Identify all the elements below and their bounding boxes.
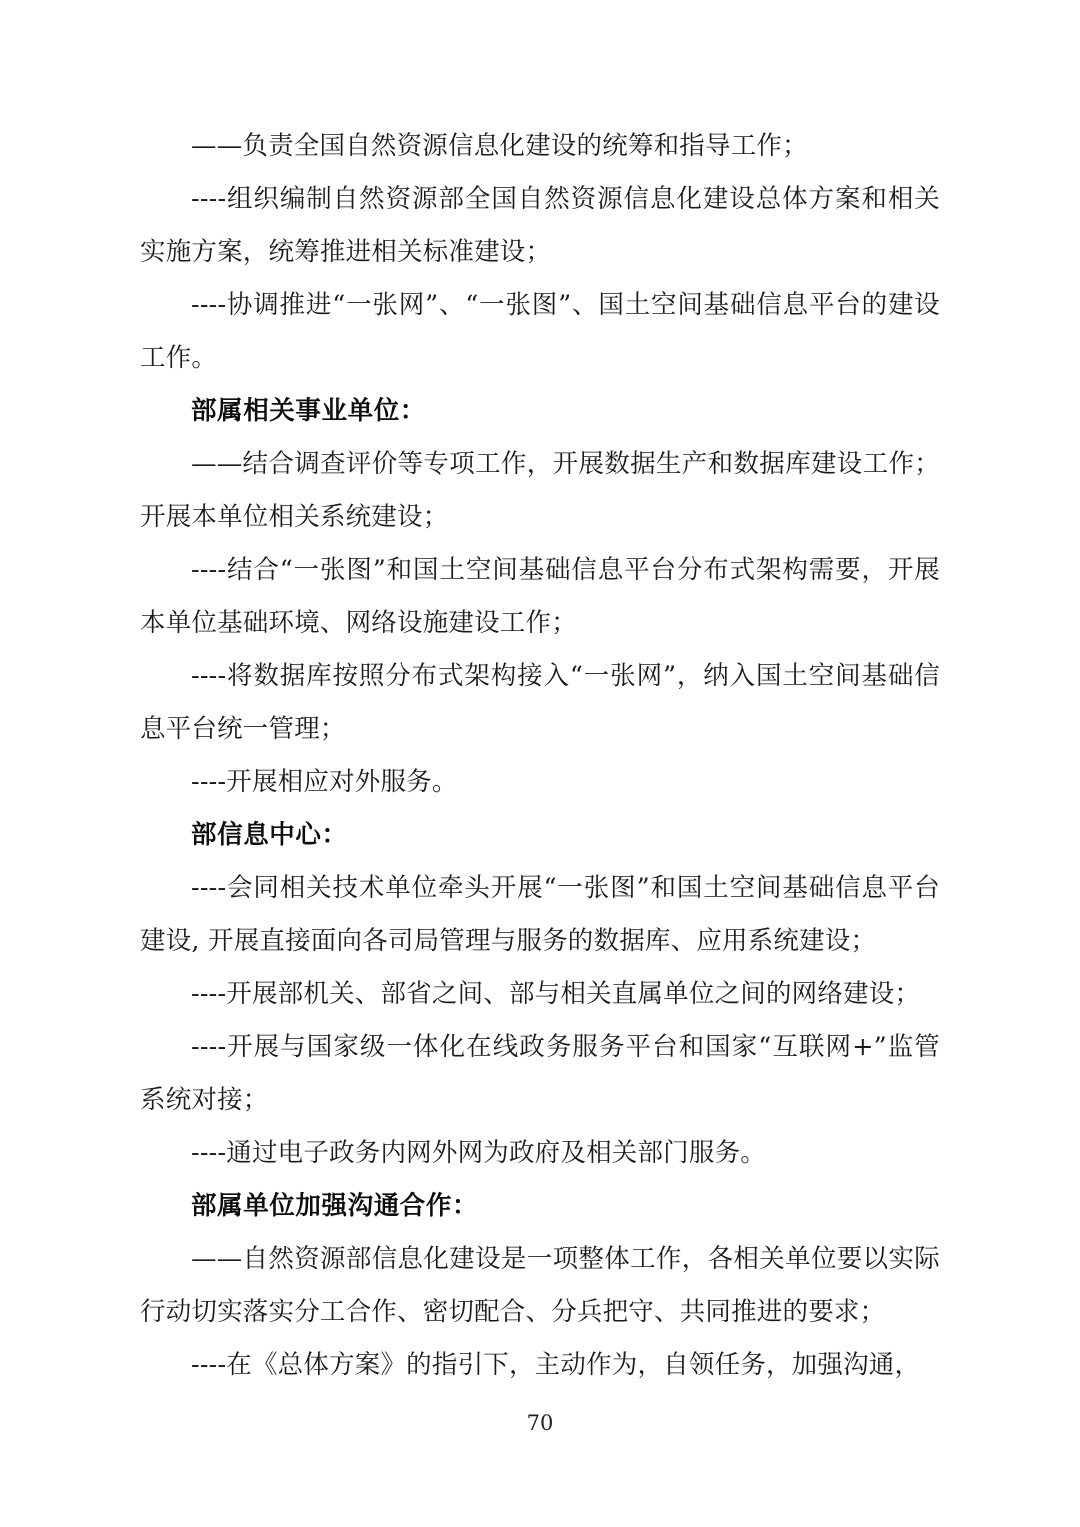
paragraph: ----开展部机关、部省之间、部与相关直属单位之间的网络建设； bbox=[191, 979, 921, 1009]
paragraph: ----协调推进“一张网”、“一张图”、国土空间基础信息平台的建设工作。 bbox=[140, 290, 940, 373]
paragraph: ----会同相关技术单位牵头开展“一张图”和国土空间基础信息平台建设, 开展直接面向各司局管理与服务的数据库、应用系统建设； bbox=[140, 873, 940, 956]
paragraph: ----开展与国家级一体化在线政务服务平台和国家“互联网+”监管系统对接； bbox=[140, 1032, 940, 1115]
paragraph: ----通过电子政务内网外网为政府及相关部门服务。 bbox=[191, 1138, 766, 1168]
paragraph: ——负责全国自然资源信息化建设的统筹和指导工作； bbox=[191, 131, 808, 161]
document-body bbox=[140, 120, 940, 1392]
page-number: 70 bbox=[526, 1411, 554, 1435]
section-heading: 部属单位加强沟通合作： bbox=[191, 1191, 479, 1221]
paragraph: ----开展相应对外服务。 bbox=[191, 767, 458, 797]
section-heading: 部属相关事业单位： bbox=[191, 396, 426, 426]
paragraph: ----组织编制自然资源部全国自然资源信息化建设总体方案和相关实施方案，统筹推进相关标准建设； bbox=[140, 184, 940, 267]
paragraph: ----结合“一张图”和国土空间基础信息平台分布式架构需要，开展本单位基础环境、网络设施建设工作； bbox=[140, 555, 940, 638]
paragraph: ——结合调查评价等专项工作，开展数据生产和数据库建设工作；开展本单位相关系统建设； bbox=[140, 449, 940, 532]
paragraph: ----在《总体方案》的指引下，主动作为，自领任务，加强沟通， bbox=[191, 1350, 921, 1380]
paragraph: ——自然资源部信息化建设是一项整体工作，各相关单位要以实际行动切实落实分工合作、密切配合、分兵把守、共同推进的要求； bbox=[140, 1244, 940, 1327]
paragraph: ----将数据库按照分布式架构接入“一张网”，纳入国土空间基础信息平台统一管理； bbox=[140, 661, 940, 744]
section-heading: 部信息中心： bbox=[191, 820, 348, 850]
